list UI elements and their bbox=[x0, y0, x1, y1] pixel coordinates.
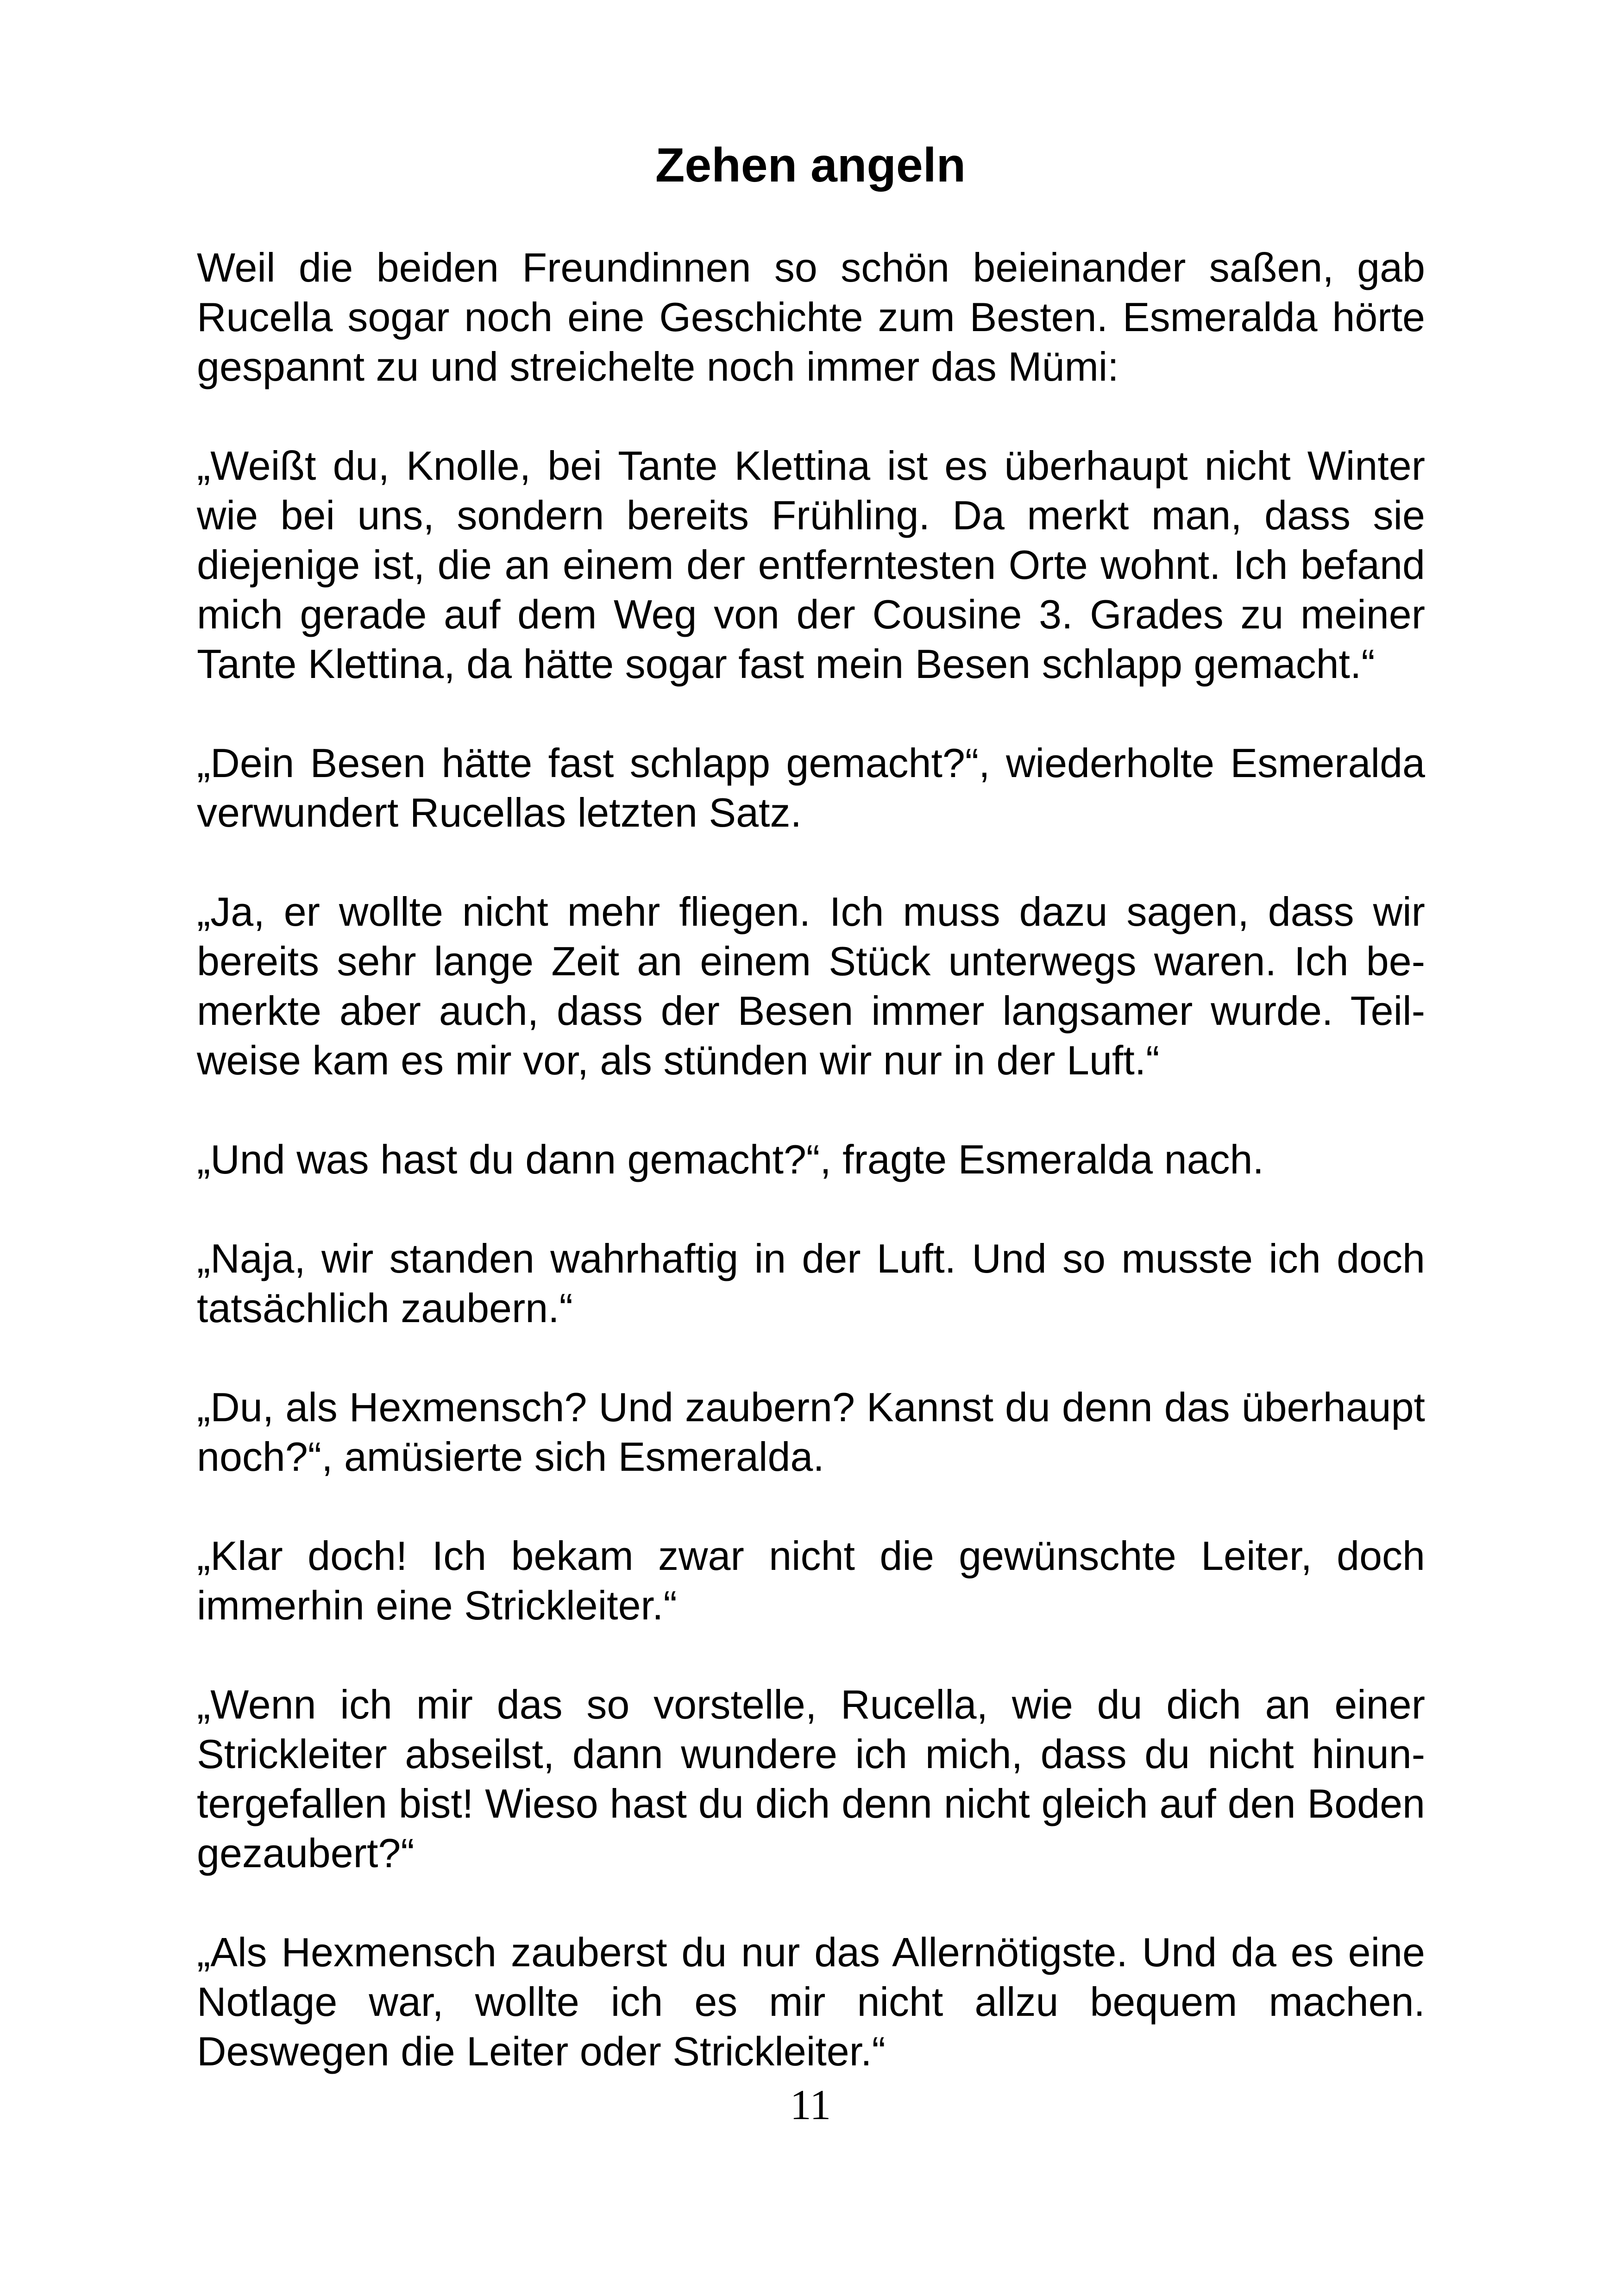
paragraph: „Weißt du, Knolle, bei Tante Klettina ist es überhaupt nicht Winter wie bei uns, sondern bereits Frühling. Da merkt man, dass sie diejenige ist, die an einem der entferntesten Orte wohnt. Ich befand mich gerade auf dem Weg von der Cousine 3. Grades zu meiner Tante Klettina, da hätte sogar fast mein Besen schlapp gemacht.“ bbox=[197, 443, 1425, 687]
paragraph: „Dein Besen hätte fast schlapp gemacht?“, wiederholte Esmeralda verwundert Rucellas letzten Satz. bbox=[197, 740, 1425, 835]
paragraph: „Als Hexmensch zauberst du nur das Allernötigste. Und da es eine Notlage war, wollte ich es mir nicht allzu bequem machen. Deswegen die Leiter oder Strickleiter.“ bbox=[197, 1929, 1425, 2074]
body-text bbox=[197, 243, 1425, 2076]
paragraph: „Klar doch! Ich bekam zwar nicht die gewünschte Leiter, doch immerhin eine Strickleiter.“ bbox=[197, 1533, 1425, 1628]
paragraph: „Naja, wir standen wahrhaftig in der Luft. Und so musste ich doch tatsächlich zaubern.“ bbox=[197, 1236, 1425, 1331]
chapter-title: Zehen angeln bbox=[655, 138, 966, 192]
paragraph: „Ja, er wollte nicht mehr fliegen. Ich muss dazu sagen, dass wir bereits sehr lange Zeit an einem Stück unterwegs waren. Ich bemerkte aber auch, dass der Besen immer langsamer wurde. Teilweise kam es mir vor, als stünden wir nur in der Luft.“ bbox=[197, 889, 1425, 1083]
paragraph: Weil die beiden Freundinnen so schön beieinander saßen, gab Rucella sogar noch eine Geschichte zum Besten. Esmeralda hörte gespannt zu und streichelte noch immer das Mümi: bbox=[197, 245, 1425, 389]
paragraph: „Du, als Hexmensch? Und zaubern? Kannst du denn das überhaupt noch?“, amüsierte sich Esmeralda. bbox=[197, 1384, 1425, 1480]
page-number: 11 bbox=[790, 2081, 831, 2128]
paragraph: „Und was hast du dann gemacht?“, fragte Esmeralda nach. bbox=[197, 1136, 1264, 1182]
paragraph: „Wenn ich mir das so vorstelle, Rucella, wie du dich an einer Strickleiter abseilst, dann wundere ich mich, dass du nicht hinuntergefallen bist! Wieso hast du dich denn nicht gleich auf den Boden gezaubert?“ bbox=[197, 1681, 1425, 1876]
